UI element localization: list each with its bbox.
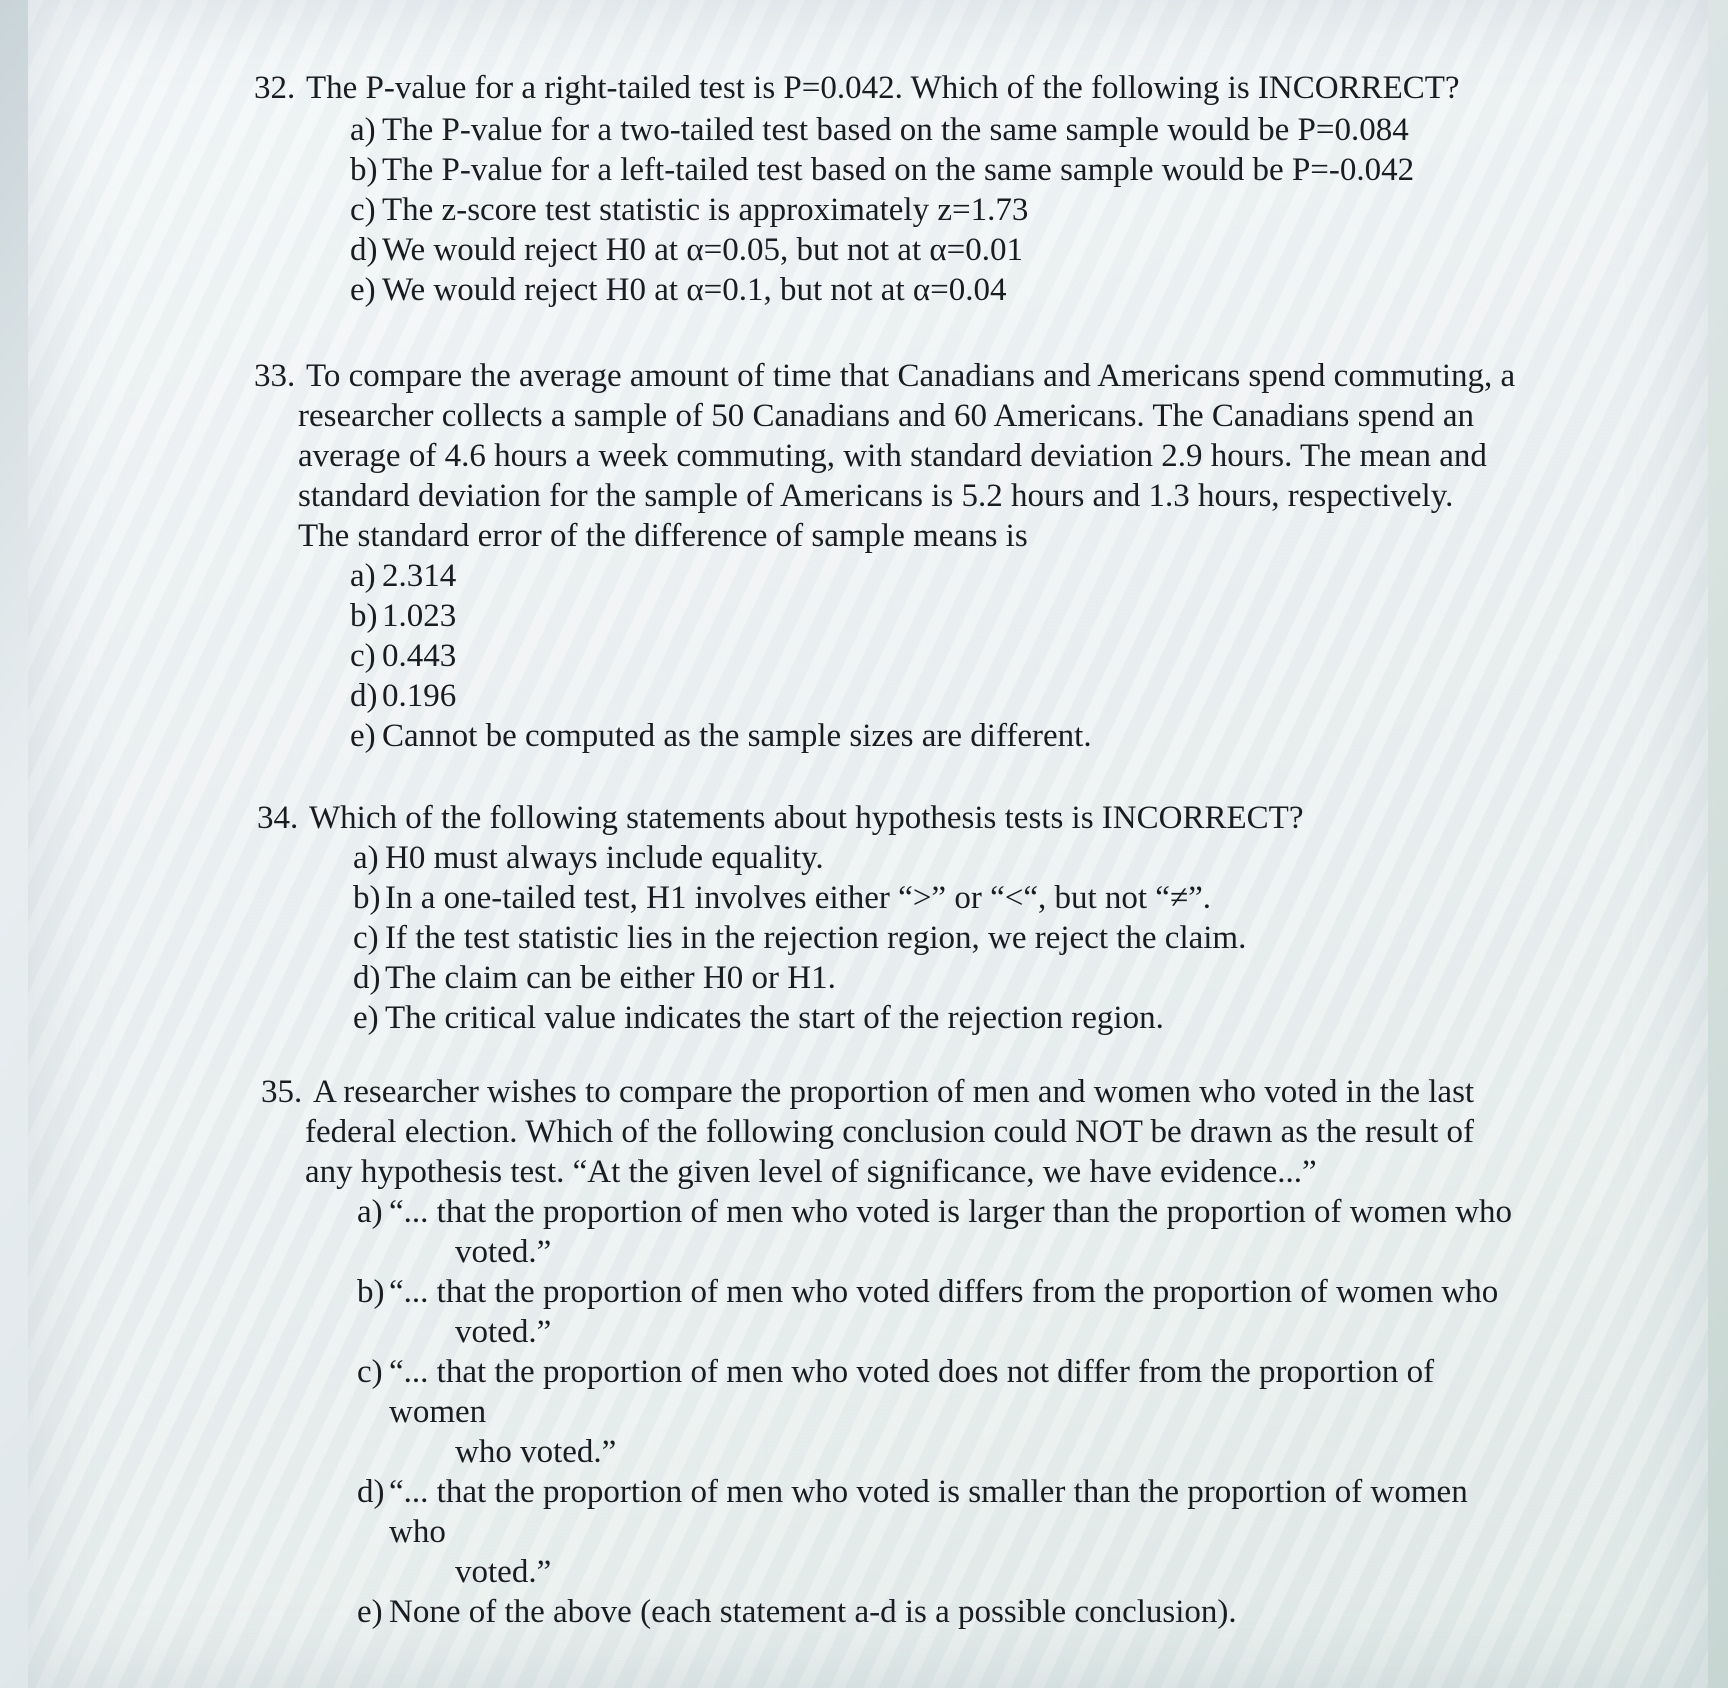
option-e: e) Cannot be computed as the sample sizes are different. [350,718,1092,754]
question-number: 33. [254,358,296,394]
option-d: d) The claim can be either H0 or H1. [353,960,836,996]
option-e: e) We would reject H0 at α=0.1, but not at α=0.04 [350,272,1007,308]
option-b: b) “... that the proportion of men who voted differs from the proportion of women who voted.” [357,1274,1499,1350]
question-stem-continuation: federal election. Which of the following conclusion could NOT be drawn as the result of any hypothesis test. “At the given level of significance, we have evidence...” [305,1114,1475,1190]
option-a: a) The P-value for a two-tailed test based on the same sample would be P=0.084 [350,112,1409,148]
option-c: c) If the test statistic lies in the rejection region, we reject the claim. [353,920,1247,956]
question-stem: A researcher wishes to compare the proportion of men and women who voted in the last [313,1074,1475,1110]
option-a: a) “... that the proportion of men who voted is larger than the proportion of women who voted.” [357,1194,1512,1270]
option-c: c) The z-score test statistic is approximately z=1.73 [350,192,1029,228]
question-stem: The P-value for a right-tailed test is P=0.042. Which of the following is INCORRECT? [306,70,1460,106]
question-stem: Which of the following statements about hypothesis tests is INCORRECT? [309,800,1304,836]
question-33 [254,356,1694,756]
option-list [254,556,1694,756]
question-32 [254,68,1694,310]
question-35 [261,1072,1701,1632]
option-b: b) In a one-tailed test, H1 involves either “>” or “<“, but not “≠”. [353,880,1211,916]
monitor-screen [28,0,1708,1688]
question-stem-continuation: researcher collects a sample of 50 Canadians and 60 Americans. The Canadians spend an average of 4.6 hours a week commuting, with standard deviation 2.9 hours. The mean and standard deviation for the sample of Americans is 5.2 hours and 1.3 hours, respectively. The standard error of the difference of sample means is [298,398,1487,554]
question-stem: To compare the average amount of time that Canadians and Americans spend commuting, a [306,358,1516,394]
option-d: d) 0.196 [350,678,457,714]
question-number: 32. [254,70,296,106]
option-a: a) H0 must always include equality. [353,840,824,876]
question-34 [257,798,1697,1038]
option-c: c) “... that the proportion of men who voted does not differ from the proportion of women who voted.” [357,1354,1435,1470]
question-number: 35. [261,1074,303,1110]
option-list [261,1192,1701,1632]
option-d: d) We would reject H0 at α=0.05, but not at α=0.01 [350,232,1024,268]
option-b: b) 1.023 [350,598,457,634]
option-b: b) The P-value for a left-tailed test based on the same sample would be P=-0.042 [350,152,1415,188]
question-number: 34. [257,800,299,836]
option-a: a) 2.314 [350,558,457,594]
option-d: d) “... that the proportion of men who voted is smaller than the proportion of women who voted.” [357,1474,1468,1590]
option-list [254,110,1694,310]
option-e: e) The critical value indicates the start of the rejection region. [353,1000,1164,1036]
option-e: e) None of the above (each statement a-d is a possible conclusion). [357,1594,1237,1630]
option-list [257,838,1697,1038]
option-c: c) 0.443 [350,638,457,674]
